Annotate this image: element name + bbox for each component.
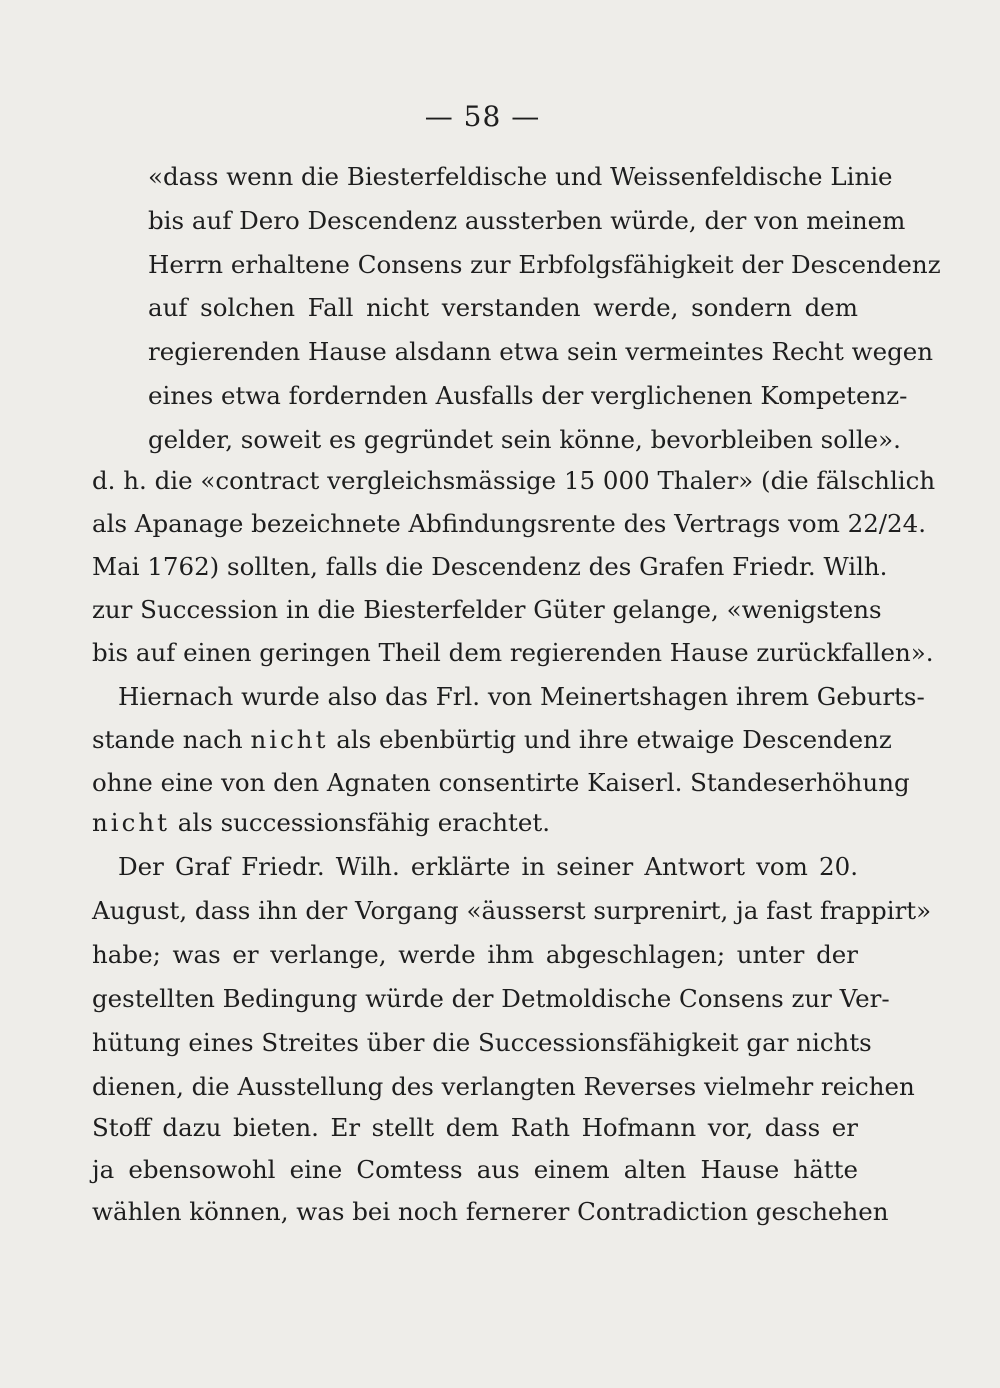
text-line: Der Graf Friedr. Wilh. erklärte in seiner Antwort vom 20.: [118, 852, 858, 881]
page-number: — 58 —: [424, 100, 541, 133]
text-line: d. h. die «contract vergleichsmässige 15 000 Thaler» (die fälschlich: [92, 466, 936, 495]
text-line: eines etwa fordernden Ausfalls der verglichenen Kompetenz-: [148, 381, 908, 410]
text-line: [92, 808, 858, 838]
text-line: «dass wenn die Biesterfeldische und Weissenfeldische Linie: [148, 162, 893, 191]
text-line: Mai 1762) sollten, falls die Descendenz des Grafen Friedr. Wilh.: [92, 552, 888, 581]
text-line: auf solchen Fall nicht verstanden werde, sondern dem: [148, 293, 858, 322]
text-line: als Apanage bezeichnete Abfindungsrente des Vertrags vom 22/24.: [92, 509, 927, 538]
text-line: habe; was er verlange, werde ihm abgeschlagen; unter der: [92, 940, 858, 969]
text-line: [92, 725, 892, 755]
emphasized-word: nicht: [92, 808, 170, 837]
text-line: bis auf Dero Descendenz aussterben würde, der von meinem: [148, 206, 906, 235]
text-line: zur Succession in die Biesterfelder Güter gelange, «wenigstens: [92, 595, 882, 624]
text-line: August, dass ihn der Vorgang «äusserst surprenirt, ja fast frappirt»: [92, 896, 932, 925]
text-line: ja ebensowohl eine Comtess aus einem alten Hause hätte: [92, 1155, 858, 1184]
text-line: Stoff dazu bieten. Er stellt dem Rath Hofmann vor, dass er: [92, 1113, 858, 1142]
text-line: gestellten Bedingung würde der Detmoldische Consens zur Ver-: [92, 984, 890, 1013]
text-line: Hiernach wurde also das Frl. von Meinertshagen ihrem Geburts-: [118, 682, 925, 711]
text-line: regierenden Hause alsdann etwa sein vermeintes Recht wegen: [148, 337, 934, 366]
text-line: dienen, die Ausstellung des verlangten Reverses vielmehr reichen: [92, 1072, 915, 1101]
emphasized-word: nicht: [250, 725, 329, 754]
text-line: bis auf einen geringen Theil dem regierenden Hause zurückfallen».: [92, 638, 934, 667]
text-line: ohne eine von den Agnaten consentirte Kaiserl. Standeserhöhung: [92, 768, 910, 797]
text-segment: als successionsfähig erachtet.: [177, 808, 551, 837]
text-line: wählen können, was bei noch fernerer Contradiction geschehen: [92, 1197, 889, 1226]
text-segment: stande nach: [92, 725, 243, 754]
text-segment: als ebenbürtig und ihre etwaige Descendenz: [336, 725, 892, 754]
text-line: Herrn erhaltene Consens zur Erbfolgsfähigkeit der Descendenz: [148, 250, 941, 279]
text-line: hütung eines Streites über die Successionsfähigkeit gar nichts: [92, 1028, 872, 1057]
text-line: gelder, soweit es gegründet sein könne, bevorbleiben solle».: [148, 425, 901, 454]
